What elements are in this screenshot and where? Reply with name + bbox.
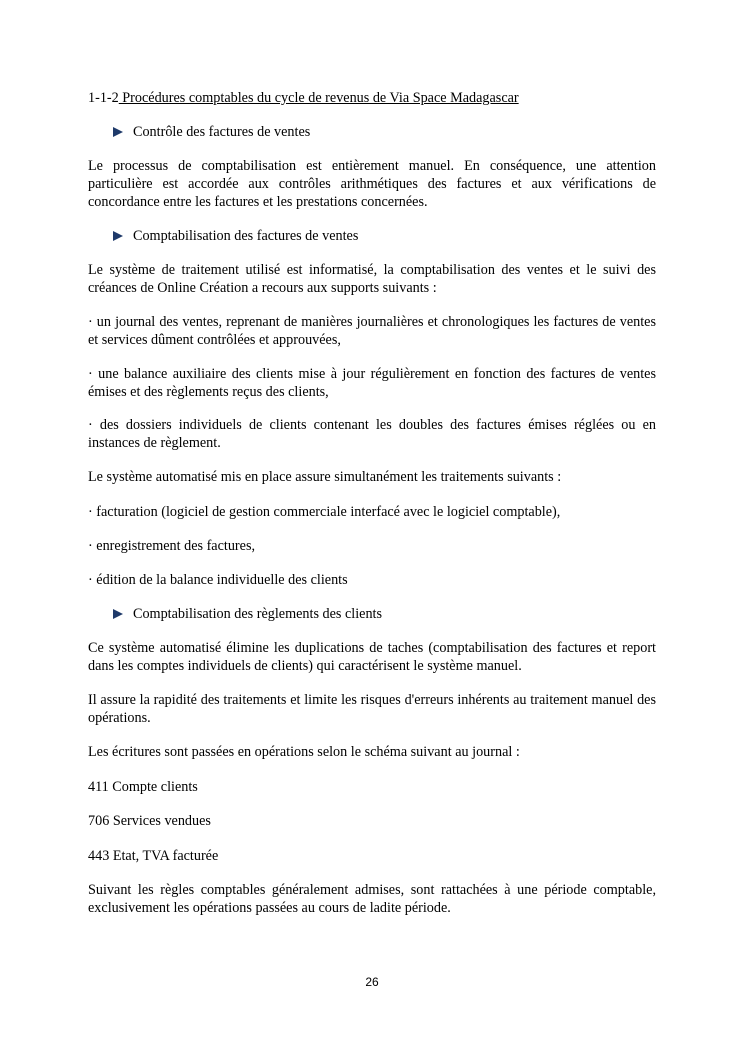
paragraph: Les écritures sont passées en opérations selon le schéma suivant au journal : [88, 744, 520, 760]
list-item: · une balance auxiliaire des clients mise à jour régulièrement en fonction des factures de ventes émises et des règlements reçus des clients, [88, 366, 656, 400]
paragraph: Le processus de comptabilisation est entièrement manuel. En conséquence, une attention particulière est accordée aux contrôles arithmétiques des factures et aux vérifications de concordance entre les factures et les prestations concernées. [88, 158, 656, 210]
journal-entry: 411 Compte clients [88, 779, 198, 795]
list-item: · facturation (logiciel de gestion commerciale interfacé avec le logiciel comptable), [88, 504, 561, 520]
journal-entry: 443 Etat, TVA facturée [88, 848, 219, 864]
paragraph: Ce système automatisé élimine les duplications de taches (comptabilisation des factures et report dans les comptes individuels de clients) qui caractérisent le système manuel. [88, 640, 656, 674]
document-page [88, 0, 656, 1053]
journal-entry: 706 Services vendues [88, 813, 211, 829]
paragraph: Suivant les règles comptables généralement admises, sont rattachées à une période comptable, exclusivement les opérations passées au cours de ladite période. [88, 882, 656, 916]
list-item: · des dossiers individuels de clients contenant les doubles des factures émises réglées ou en instances de règlement. [88, 417, 656, 451]
triangle-bullet-icon [113, 127, 123, 137]
triangle-bullet-icon [113, 609, 123, 619]
bullet-item: Contrôle des factures de ventes [113, 123, 310, 141]
bullet-item: Comptabilisation des factures de ventes [113, 227, 358, 245]
list-item: · enregistrement des factures, [88, 538, 256, 554]
page-number: 26 [365, 975, 379, 989]
list-item: · un journal des ventes, reprenant de manières journalières et chronologiques les factures de ventes et services dûment contrôlées et approuvées, [88, 314, 656, 348]
bullet-item: Comptabilisation des règlements des clients [113, 605, 382, 623]
paragraph: Il assure la rapidité des traitements et limite les risques d'erreurs inhérents au traitement manuel des opérations. [88, 692, 656, 726]
section-title: Procédures comptables du cycle de revenus de Via Space Madagascar [118, 90, 519, 106]
section-heading [88, 89, 519, 107]
list-item: · édition de la balance individuelle des clients [88, 572, 348, 588]
triangle-bullet-icon [113, 231, 123, 241]
paragraph: Le système automatisé mis en place assure simultanément les traitements suivants : [88, 469, 562, 485]
section-number: 1-1-2 [88, 90, 119, 106]
paragraph: Le système de traitement utilisé est informatisé, la comptabilisation des ventes et le suivi des créances de Online Création a recours aux supports suivants : [88, 262, 656, 296]
